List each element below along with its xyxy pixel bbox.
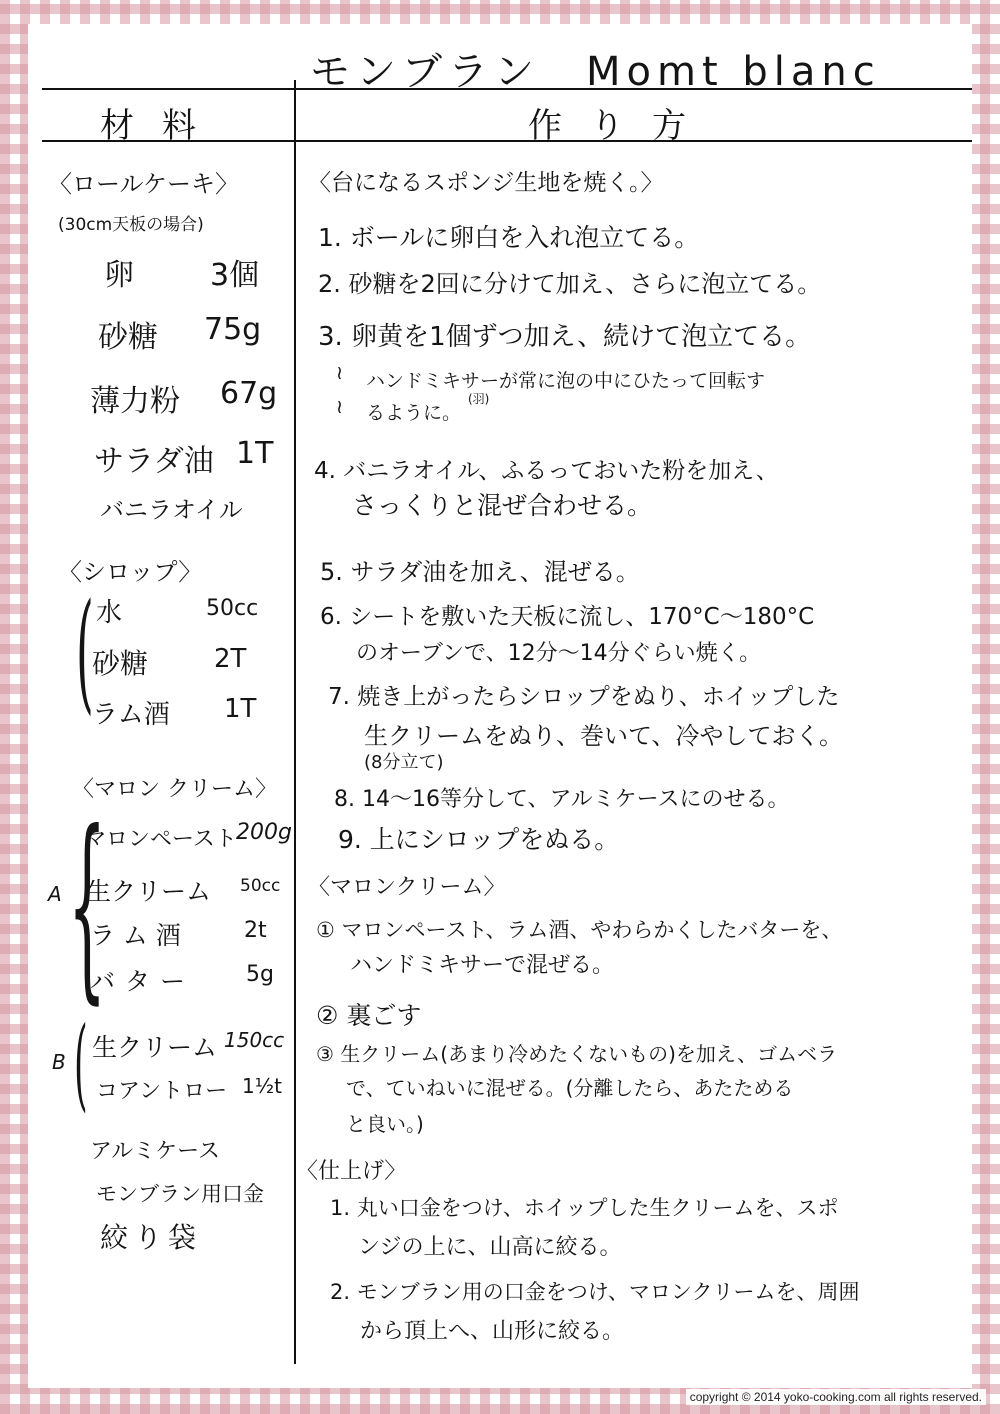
step-3-note-line-1: ハンドミキサーが常に泡の中にひたって回転す (366, 370, 766, 392)
ingredients-header: 材料 (100, 106, 224, 146)
method-header: 作り方 (528, 106, 714, 146)
group-b-fresh-cream: 生クリーム (92, 1033, 218, 1062)
group-b-cointreau: コアントロー (96, 1079, 228, 1104)
step-2: 2. 砂糖を2回に分けて加え、さらに泡立てる。 (318, 270, 822, 298)
recipe-sheet (28, 24, 972, 1388)
finish-step-2-line-2: から頂上へ、山形に絞る。 (360, 1319, 625, 1344)
syrup-bracket: ( (76, 575, 94, 727)
step-4-line-1: 4. バニラオイル、ふるっておいた粉を加え、 (314, 458, 779, 484)
group-b-bracket: ( (74, 1005, 88, 1122)
marron-step-3-line-2: で、ていねいに混ぜる。(分離したら、あたためる (346, 1076, 794, 1100)
marron-butter: バター (90, 967, 196, 996)
syrup-rum-qty: 1T (224, 694, 257, 724)
step-5: 5. サラダ油を加え、混ぜる。 (320, 558, 640, 586)
finish-step-1-line-2: ンジの上に、山高に絞る。 (358, 1235, 622, 1260)
marron-paste-qty: 200g (236, 820, 292, 845)
group-b-label: B (52, 1050, 66, 1074)
syrup-heading: 〈シロップ〉 (58, 558, 203, 586)
marron-step-1-line-1: ① マロンペースト、ラム酒、やわらかくしたバターを、 (316, 918, 843, 942)
step-7-note: (8分立て) (364, 752, 444, 773)
ingredient-egg: 卵 (104, 258, 134, 293)
tool-aluminum-case: アルミケース (90, 1139, 221, 1164)
marron-cream-method-heading: 〈マロンクリーム〉 (308, 875, 506, 900)
syrup-sugar-qty: 2T (214, 644, 247, 674)
syrup-water: 水 (96, 598, 123, 628)
marron-fresh-cream: 生クリーム (86, 877, 212, 906)
ingredient-vanilla-oil: バニラオイル (100, 496, 243, 524)
group-a-label: A (48, 882, 62, 906)
syrup-rum: ラム酒 (92, 700, 170, 730)
roll-cake-heading: 〈ロールケーキ〉 (48, 170, 240, 198)
ingredient-egg-qty: 3個 (210, 258, 260, 293)
wavy-mark-icon: ≀ (336, 362, 344, 384)
ingredient-sugar: 砂糖 (98, 320, 158, 355)
copyright-notice: copyright © 2014 yoko-cooking.com all rights reserved. (686, 1389, 986, 1405)
step-9: 9. 上にシロップをぬる。 (338, 825, 620, 854)
step-7-line-2: 生クリームをぬり、巻いて、冷やしておく。 (364, 722, 844, 750)
marron-step-3-line-3: と良い。) (346, 1112, 424, 1136)
marron-paste: マロンペースト (84, 827, 237, 852)
marron-step-2: ② 裏ごす (316, 1001, 422, 1030)
step-4-line-2: さっくりと混ぜ合わせる。 (352, 491, 653, 520)
tool-piping-bag: 絞り袋 (100, 1221, 203, 1254)
ingredient-salad-oil-qty: 1T (236, 436, 274, 471)
ingredient-flour-qty: 67g (220, 376, 278, 411)
tool-montblanc-nozzle: モンブラン用口金 (96, 1182, 264, 1206)
step-3: 3. 卵黄を1個ずつ加え、続けて泡立てる。 (318, 322, 812, 352)
marron-fresh-cream-qty: 50cc (240, 876, 281, 896)
step-1: 1. ボールに卵白を入れ泡立てる。 (318, 223, 700, 252)
group-b-fresh-cream-qty: 150cc (224, 1028, 285, 1052)
marron-rum: ラム酒 (90, 921, 189, 950)
step-8: 8. 14〜16等分して、アルミケースにのせる。 (334, 787, 790, 812)
group-a-bracket: { (68, 789, 107, 1022)
title-divider (42, 88, 972, 90)
syrup-sugar: 砂糖 (92, 647, 149, 680)
ingredient-flour: 薄力粉 (90, 384, 180, 419)
marron-step-1-line-2: ハンドミキサーで混ぜる。 (350, 953, 615, 978)
sponge-heading: 〈台になるスポンジ生地を焼く。〉 (308, 170, 664, 196)
step-7-line-1: 7. 焼き上がったらシロップをぬり、ホイップした (328, 684, 840, 710)
group-b-cointreau-qty: 1½t (242, 1074, 282, 1098)
marron-step-3-line-1: ③ 生クリーム(あまり冷めたくないもの)を加え、ゴムベラ (316, 1042, 838, 1066)
marron-cream-heading: 〈マロン クリーム〉 (72, 777, 277, 802)
step-6-line-2: のオーブンで、12分〜14分ぐらい焼く。 (356, 641, 762, 666)
ingredient-salad-oil: サラダ油 (94, 444, 214, 479)
recipe-title: モンブラン Momt blanc (310, 49, 881, 95)
roll-cake-subnote: (30cm天板の場合) (58, 215, 204, 235)
ingredient-sugar-qty: 75g (204, 312, 262, 347)
step-6-line-1: 6. シートを敷いた天板に流し、170°C〜180°C (320, 604, 815, 630)
marron-rum-qty: 2t (244, 918, 267, 943)
marron-butter-qty: 5g (246, 962, 274, 987)
finish-step-2-line-1: 2. モンブラン用の口金をつけ、マロンクリームを、周囲 (330, 1280, 860, 1304)
wavy-mark-icon-2: ≀ (336, 396, 344, 418)
step-3-note-line-2: るように。 (366, 402, 462, 424)
step-3-note-blade: (羽) (468, 392, 490, 406)
syrup-water-qty: 50cc (206, 596, 259, 621)
finish-step-1-line-1: 1. 丸い口金をつけ、ホイップした生クリームを、スポ (330, 1196, 839, 1220)
finish-heading: 〈仕上げ〉 (296, 1159, 407, 1184)
